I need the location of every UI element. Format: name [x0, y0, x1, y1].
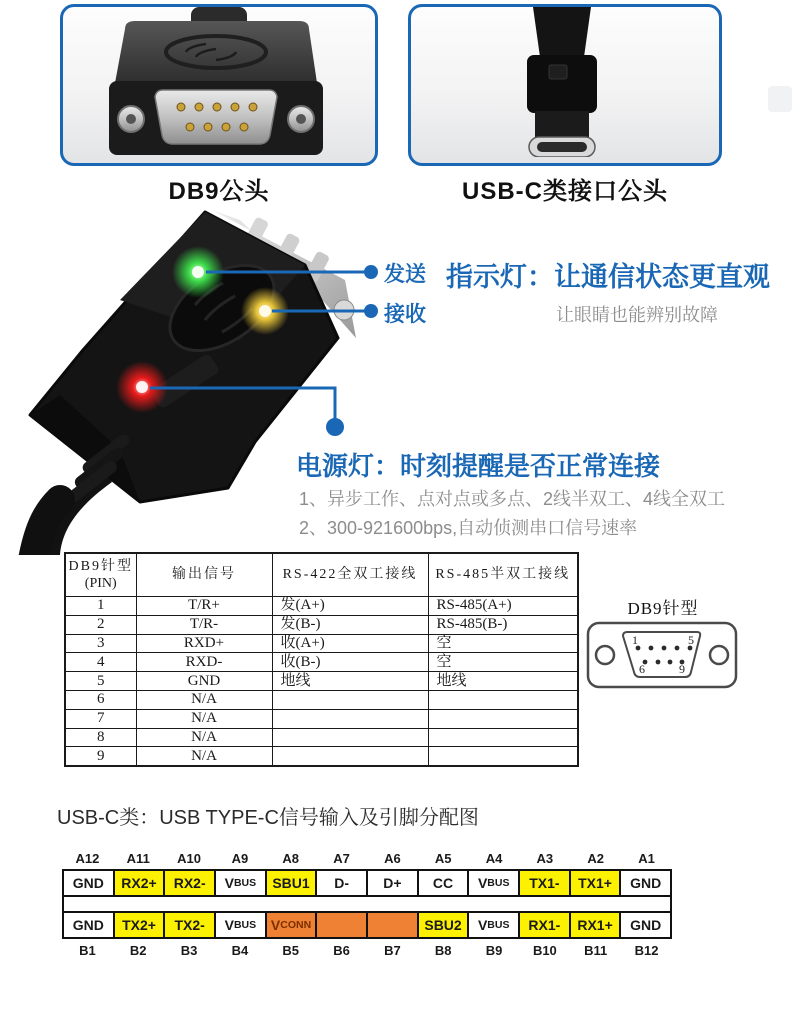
usbc-pin-number: A7: [333, 851, 350, 866]
usbc-pin-cell: TX2+: [115, 913, 166, 937]
pin-table-cell: 发(A+): [272, 597, 428, 616]
pin-table-cell: [272, 747, 428, 766]
pin-table-cell: 空: [428, 634, 578, 653]
usbc-pin-number: B3: [180, 943, 198, 958]
pin-table-cell: 9: [65, 747, 136, 766]
pin-table-cell: RXD+: [136, 634, 272, 653]
db9-pin5-label: 5: [688, 633, 694, 647]
usbc-pin-cell: RX2-: [165, 871, 216, 895]
usbc-pin-cell: RX1+: [571, 913, 622, 937]
usbc-pin-number: A9: [231, 851, 249, 866]
usbc-bottom-pin-numbers: [62, 943, 672, 959]
db9-connector-photo: [60, 4, 378, 166]
pin-table-cell: RS-485(A+): [428, 597, 578, 616]
usbc-pin-number: A12: [75, 851, 100, 866]
pin-table-cell: [272, 690, 428, 709]
pin-table-cell: 6: [65, 690, 136, 709]
pin-table-cell: 地线: [272, 672, 428, 691]
pin-table-cell: 5: [65, 672, 136, 691]
db9-pin9-label: 9: [679, 662, 685, 676]
usbc-pin-number: A3: [536, 851, 554, 866]
feature-line-2: 2、300-921600bps,自动侦测串口信号速率: [299, 518, 638, 538]
usbc-pin-cell: GND: [621, 913, 670, 937]
pin-table-cell: [272, 728, 428, 747]
indicator-subtitle: 让眼睛也能辨别故障: [556, 305, 718, 325]
pin-table-cell: T/R-: [136, 615, 272, 634]
usbc-pin-cell: V CONN: [267, 913, 318, 937]
pin-table-cell: 1: [65, 597, 136, 616]
pin-table-row: [65, 709, 578, 728]
usbc-pin-cell: [368, 913, 419, 937]
send-led-label: 发送: [384, 263, 426, 286]
pin-table-header-rs485: RS-485半双工接线: [428, 553, 578, 597]
pin-table-cell: 4: [65, 653, 136, 672]
usbc-pin-number: B6: [333, 943, 350, 958]
db9-diagram-title: DB9针型: [627, 599, 699, 618]
receive-led-label: 接收: [384, 303, 426, 326]
usbc-pin-number: B11: [584, 943, 608, 958]
usbc-pin-cell: V BUS: [216, 913, 267, 937]
header-pin-line2: (PIN): [84, 576, 117, 591]
db9-photo-caption: DB9公头: [168, 178, 270, 205]
db9-pin-table: [64, 552, 579, 767]
usbc-pin-cell: SBU1: [267, 871, 318, 895]
pin-table-cell: N/A: [136, 690, 272, 709]
usbc-section-title: USB-C类：USB TYPE-C信号输入及引脚分配图: [57, 807, 479, 829]
db9-pin-table-body: [65, 597, 578, 767]
db9-pinout-diagram: [585, 620, 745, 692]
pin-table-row: [65, 728, 578, 747]
feature-line-1: 1、异步工作、点对点或多点、2线半双工、4线全双工: [299, 489, 726, 509]
usbc-top-pin-numbers: [62, 851, 672, 867]
usbc-photo-caption: USB-C类接口公头: [462, 178, 668, 205]
pin-table-cell: [428, 728, 578, 747]
pin-table-cell: [272, 709, 428, 728]
usbc-pin-cell: V BUS: [216, 871, 267, 895]
pin-table-cell: [428, 690, 578, 709]
pin-table-row: [65, 597, 578, 616]
pin-table-cell: N/A: [136, 709, 272, 728]
usbc-pin-cell: GND: [621, 871, 670, 895]
pin-table-row: [65, 615, 578, 634]
photo-edge-fragment: [768, 86, 792, 112]
usbc-pin-number: B4: [231, 943, 249, 958]
db9-pin1-label: 1: [632, 633, 638, 647]
pin-table-cell: RXD-: [136, 653, 272, 672]
header-pin-line1: DB9针型: [68, 558, 133, 574]
usbc-pin-cell: GND: [64, 913, 115, 937]
pin-table-cell: [428, 709, 578, 728]
usbc-pin-cell: V BUS: [469, 871, 520, 895]
usbc-pin-number: A11: [126, 851, 150, 866]
usbc-pin-number: B1: [79, 943, 96, 958]
pin-table-cell: T/R+: [136, 597, 272, 616]
usbc-pin-number: A2: [587, 851, 604, 866]
usbc-pin-cell: CC: [419, 871, 470, 895]
pin-table-row: [65, 747, 578, 766]
usbc-pin-cell: RX1-: [520, 913, 571, 937]
db9-pin6-label: 6: [639, 662, 645, 676]
usbc-pin-number: B8: [434, 943, 452, 958]
pin-table-cell: 发(B-): [272, 615, 428, 634]
usbc-pin-number: B10: [532, 943, 557, 958]
usbc-pin-cell: TX1-: [520, 871, 571, 895]
pin-table-cell: 8: [65, 728, 136, 747]
pin-table-header-row: [65, 553, 578, 597]
usbc-pin-number: A6: [384, 851, 401, 866]
pin-table-row: [65, 653, 578, 672]
indicator-title: 指示灯：让通信状态更直观: [446, 262, 770, 292]
usbc-pin-number: B12: [634, 943, 659, 958]
usbc-pin-number: A1: [638, 851, 655, 866]
usbc-connector-photo: [408, 4, 722, 166]
usbc-table-gap: [64, 897, 670, 911]
usbc-pin-cell: D+: [368, 871, 419, 895]
pin-table-header-pin: [65, 553, 136, 597]
power-led-title: 电源灯：时刻提醒是否正常连接: [296, 451, 661, 481]
usbc-pin-number: A4: [485, 851, 503, 866]
usbc-pin-number: A8: [282, 851, 300, 866]
usbc-top-pin-row: [64, 871, 670, 897]
usbc-pin-cell: GND: [64, 871, 115, 895]
usbc-pin-number: B9: [485, 943, 503, 958]
pin-table-cell: RS-485(B-): [428, 615, 578, 634]
pin-table-cell: 2: [65, 615, 136, 634]
usbc-bottom-pin-row: [64, 911, 670, 937]
pin-table-row: [65, 690, 578, 709]
pin-table-cell: 3: [65, 634, 136, 653]
pin-table-cell: [428, 747, 578, 766]
pin-table-cell: 收(B-): [272, 653, 428, 672]
db9-connector-illustration: [63, 7, 369, 157]
usbc-pin-number: B2: [129, 943, 147, 958]
pin-table-row: [65, 672, 578, 691]
pin-table-cell: GND: [136, 672, 272, 691]
usbc-pin-cell: SBU2: [419, 913, 470, 937]
usbc-pin-number: B5: [282, 943, 300, 958]
usbc-pin-number: B7: [384, 943, 401, 958]
usbc-pin-cell: TX2-: [165, 913, 216, 937]
usbc-pin-number: A10: [177, 851, 201, 866]
pin-table-cell: 空: [428, 653, 578, 672]
pin-table-header-rs422: RS-422全双工接线: [272, 553, 428, 597]
usbc-pin-cell: TX1+: [571, 871, 622, 895]
usbc-pin-cell: D-: [317, 871, 368, 895]
usbc-pin-table: [62, 869, 672, 939]
pin-table-row: [65, 634, 578, 653]
usbc-pin-cell: [317, 913, 368, 937]
pin-table-cell: 收(A+): [272, 634, 428, 653]
pin-table-header-signal: 输出信号: [136, 553, 272, 597]
pin-table-cell: N/A: [136, 728, 272, 747]
pin-table-cell: 7: [65, 709, 136, 728]
usbc-pin-number: A5: [434, 851, 452, 866]
usbc-connector-illustration: [411, 7, 713, 157]
usbc-pin-cell: V BUS: [469, 913, 520, 937]
pin-table-cell: N/A: [136, 747, 272, 766]
usbc-pin-cell: RX2+: [115, 871, 166, 895]
pin-table-cell: 地线: [428, 672, 578, 691]
